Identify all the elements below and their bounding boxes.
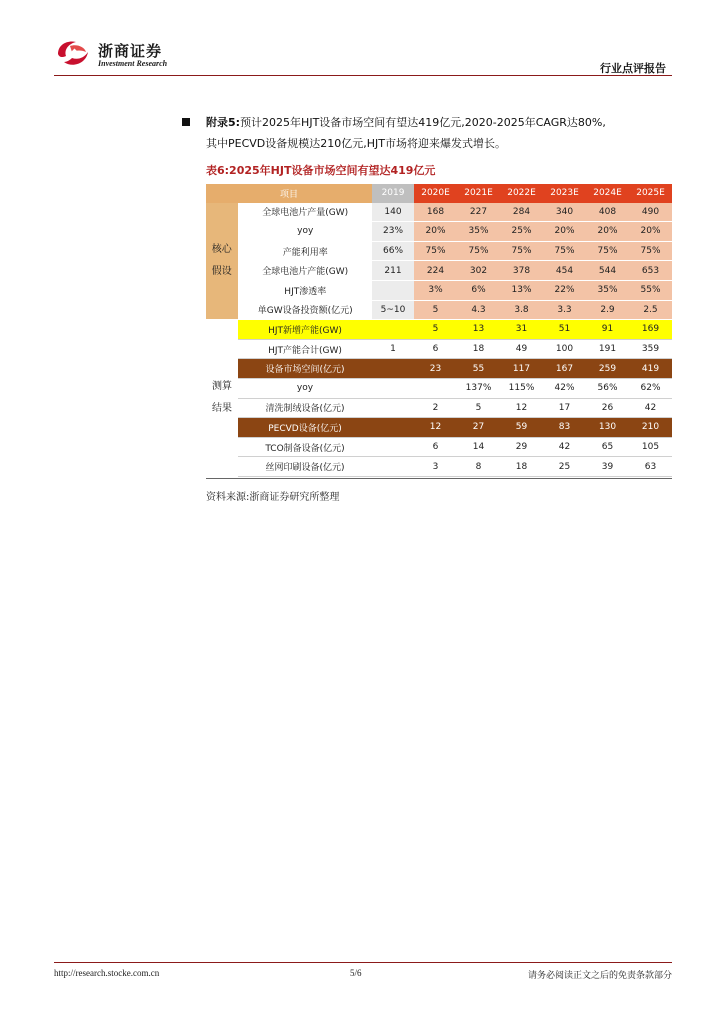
table-cell: 8 [457, 457, 500, 477]
cell-2019: 211 [372, 261, 414, 281]
table-row [206, 241, 672, 261]
table-cell: 63 [629, 457, 672, 477]
table-cell: 2 [414, 398, 457, 418]
report-type: 行业点评报告 [600, 62, 666, 75]
table-cell: 12 [500, 398, 543, 418]
table-cell: 6 [414, 339, 457, 359]
table-cell: 2.5 [629, 300, 672, 320]
table-cell: 3 [414, 457, 457, 477]
table-cell: 454 [543, 261, 586, 281]
table-cell: 75% [500, 241, 543, 261]
calc-result-label: 测算 结果 [206, 320, 238, 477]
table-cell: 137% [457, 378, 500, 398]
table-cell: 26 [586, 398, 629, 418]
table-cell: 75% [543, 241, 586, 261]
table-cell: 75% [629, 241, 672, 261]
table-caption: 表6:2025年HJT设备市场空间有望达419亿元 [206, 164, 436, 177]
cell-2019 [372, 418, 414, 438]
table-cell: 3.3 [543, 300, 586, 320]
table-cell: 29 [500, 437, 543, 457]
table-source: 资料来源:浙商证券研究所整理 [206, 492, 340, 503]
page-header [54, 38, 672, 78]
table-cell: 42 [629, 398, 672, 418]
table-cell: 27 [457, 418, 500, 438]
row-label: yoy [238, 222, 372, 242]
table-cell: 169 [629, 320, 672, 340]
table-cell: 168 [414, 203, 457, 222]
table-cell: 340 [543, 203, 586, 222]
row-label: TCO制备设备(亿元) [238, 437, 372, 457]
table-cell: 419 [629, 359, 672, 379]
table-cell: 115% [500, 378, 543, 398]
table-cell: 5 [414, 320, 457, 340]
cell-2019: 23% [372, 222, 414, 242]
cell-2019 [372, 320, 414, 340]
table-cell: 105 [629, 437, 672, 457]
header-2019: 2019 [372, 184, 414, 203]
table-row [206, 378, 672, 398]
page-number: 5/6 [350, 968, 362, 978]
table-cell: 25% [500, 222, 543, 242]
table-cell: 3% [414, 280, 457, 300]
hjt-market-table [206, 184, 672, 477]
table-cell: 5 [414, 300, 457, 320]
appendix-lead: 附录5: [206, 116, 241, 129]
appendix-line-1: 预计2025年HJT设备市场空间有望达419亿元,2020-2025年CAGR达80%, [240, 116, 606, 129]
table-cell: 83 [543, 418, 586, 438]
table-cell: 55% [629, 280, 672, 300]
table-row [206, 222, 672, 242]
table-cell: 20% [414, 222, 457, 242]
table-cell: 130 [586, 418, 629, 438]
table-row [206, 320, 672, 340]
table-row [206, 280, 672, 300]
table-cell: 20% [629, 222, 672, 242]
table-cell: 18 [457, 339, 500, 359]
row-label: HJT产能合计(GW) [238, 339, 372, 359]
table-cell: 5 [457, 398, 500, 418]
table-row [206, 203, 672, 222]
cell-2019 [372, 398, 414, 418]
table-cell: 12 [414, 418, 457, 438]
header-2020e: 2020E [414, 184, 457, 203]
row-label: HJT渗透率 [238, 280, 372, 300]
table-cell: 13% [500, 280, 543, 300]
table-cell: 31 [500, 320, 543, 340]
table-cell: 167 [543, 359, 586, 379]
table-bottom-border [206, 478, 672, 479]
table-row [206, 359, 672, 379]
header-2022e: 2022E [500, 184, 543, 203]
table-cell: 49 [500, 339, 543, 359]
table-header-row [206, 184, 672, 203]
cell-2019 [372, 437, 414, 457]
table-row [206, 457, 672, 477]
appendix-paragraph [206, 112, 672, 154]
table-cell: 75% [414, 241, 457, 261]
table-cell: 17 [543, 398, 586, 418]
table-row [206, 339, 672, 359]
table-cell: 35% [586, 280, 629, 300]
row-label: yoy [238, 378, 372, 398]
table-cell: 56% [586, 378, 629, 398]
company-name-cn: 浙商证券 [98, 42, 163, 60]
appendix-line-2: 其中PECVD设备规模达210亿元,HJT市场将迎来爆发式增长。 [206, 137, 506, 150]
footer-disclaimer: 请务必阅读正文之后的免责条款部分 [527, 971, 672, 981]
table-row [206, 437, 672, 457]
table-cell: 23 [414, 359, 457, 379]
header-2025e: 2025E [629, 184, 672, 203]
table-cell: 4.3 [457, 300, 500, 320]
table-cell: 35% [457, 222, 500, 242]
row-label: 全球电池片产能(GW) [238, 261, 372, 281]
row-label: 全球电池片产量(GW) [238, 203, 372, 222]
cell-2019 [372, 359, 414, 379]
row-label: HJT新增产能(GW) [238, 320, 372, 340]
company-name-en: Investment Research [98, 59, 168, 68]
square-bullet-icon [182, 118, 190, 126]
table-cell: 378 [500, 261, 543, 281]
cell-2019 [372, 457, 414, 477]
table-cell: 544 [586, 261, 629, 281]
table-cell: 490 [629, 203, 672, 222]
header-2021e: 2021E [457, 184, 500, 203]
cell-2019 [372, 280, 414, 300]
table-cell: 210 [629, 418, 672, 438]
header-item: 项目 [206, 184, 372, 203]
table-cell: 3.8 [500, 300, 543, 320]
table-cell: 13 [457, 320, 500, 340]
table-cell: 14 [457, 437, 500, 457]
header-2023e: 2023E [543, 184, 586, 203]
table-row [206, 261, 672, 281]
table-cell: 284 [500, 203, 543, 222]
table-cell: 39 [586, 457, 629, 477]
row-label: 单GW设备投资额(亿元) [238, 300, 372, 320]
table-cell: 75% [586, 241, 629, 261]
cell-2019: 5~10 [372, 300, 414, 320]
table-cell: 191 [586, 339, 629, 359]
zheshang-logo-icon [54, 38, 94, 70]
table-cell: 359 [629, 339, 672, 359]
table-cell: 91 [586, 320, 629, 340]
header-2024e: 2024E [586, 184, 629, 203]
cell-2019: 66% [372, 241, 414, 261]
table-cell: 65 [586, 437, 629, 457]
table-cell: 51 [543, 320, 586, 340]
footer-url-link[interactable]: http://research.stocke.com.cn [54, 968, 160, 978]
row-label: PECVD设备(亿元) [238, 418, 372, 438]
table-cell: 59 [500, 418, 543, 438]
cell-2019 [372, 378, 414, 398]
table-cell: 2.9 [586, 300, 629, 320]
table-cell: 227 [457, 203, 500, 222]
row-label: 清洗制绒设备(亿元) [238, 398, 372, 418]
table-cell [414, 378, 457, 398]
row-label: 产能利用率 [238, 241, 372, 261]
table-cell: 42 [543, 437, 586, 457]
table-cell: 6 [414, 437, 457, 457]
table-cell: 20% [543, 222, 586, 242]
table-cell: 22% [543, 280, 586, 300]
table-row [206, 398, 672, 418]
table-cell: 259 [586, 359, 629, 379]
table-cell: 55 [457, 359, 500, 379]
header-divider [54, 75, 672, 76]
table-cell: 20% [586, 222, 629, 242]
table-cell: 100 [543, 339, 586, 359]
cell-2019: 140 [372, 203, 414, 222]
table-cell: 18 [500, 457, 543, 477]
table-cell: 224 [414, 261, 457, 281]
table-cell: 25 [543, 457, 586, 477]
core-assumption-label: 核心 假设 [206, 203, 238, 320]
row-label: 设备市场空间(亿元) [238, 359, 372, 379]
row-label: 丝网印刷设备(亿元) [238, 457, 372, 477]
table-cell: 6% [457, 280, 500, 300]
table-cell: 653 [629, 261, 672, 281]
cell-2019: 1 [372, 339, 414, 359]
table-cell: 75% [457, 241, 500, 261]
table-cell: 62% [629, 378, 672, 398]
table-row [206, 418, 672, 438]
table-row [206, 300, 672, 320]
table-cell: 302 [457, 261, 500, 281]
table-cell: 42% [543, 378, 586, 398]
table-cell: 408 [586, 203, 629, 222]
footer-divider [54, 962, 672, 963]
table-cell: 117 [500, 359, 543, 379]
